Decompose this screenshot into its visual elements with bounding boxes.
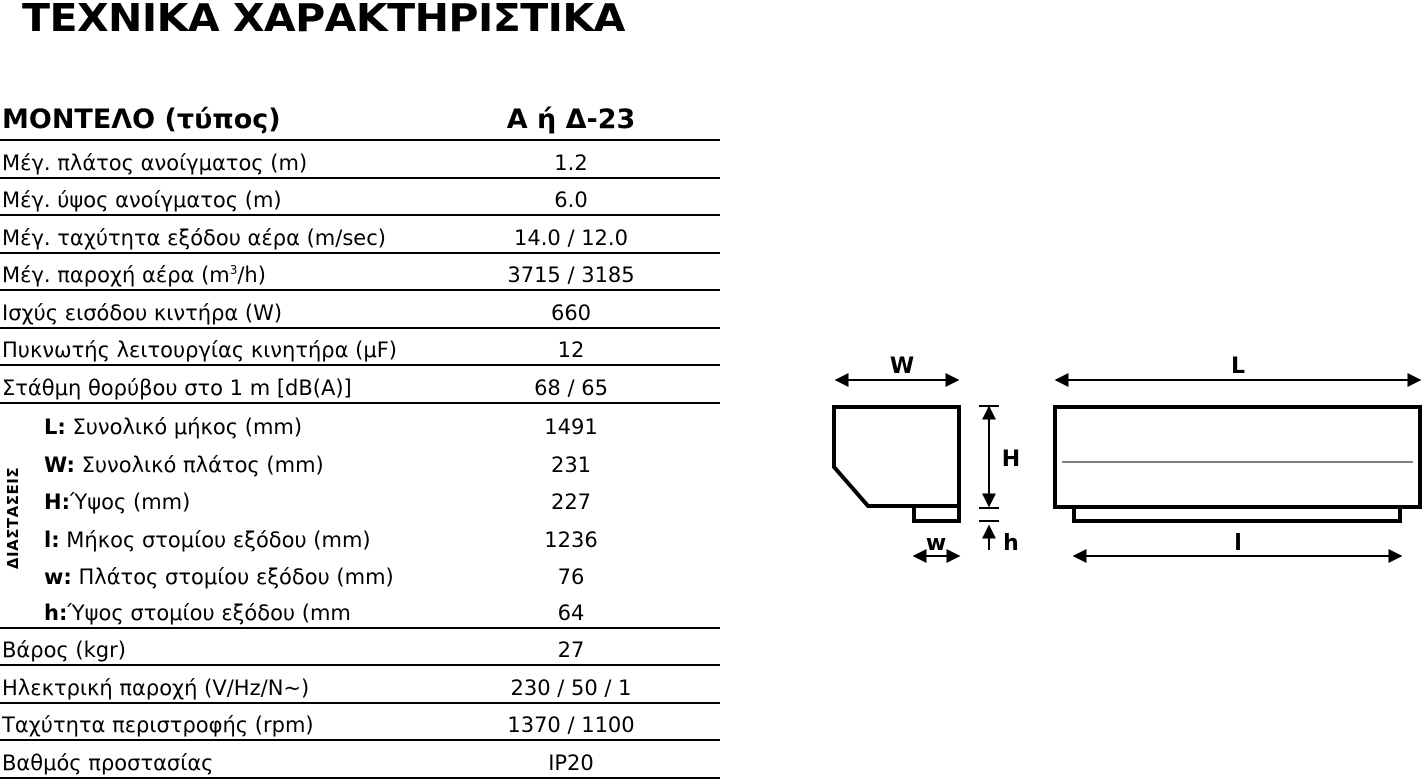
spec-value: IP20 [548,750,594,775]
table-row [0,179,720,217]
table-header-row [0,97,720,141]
page-title: ΤΕΧΝΙΚΑ ΧΑΡΑΚΤΗΡΙΣΤΙΚΑ [22,0,625,40]
length-label: L [1230,354,1246,379]
dimension-diagram [820,340,1423,580]
dimension-label [44,415,302,439]
spec-label: Μέγ. ταχύτητα εξόδου αέρα (m/sec) [2,225,386,250]
table-row [0,141,720,179]
dimension-row [0,441,720,479]
dimension-text: Συνολικό πλάτος (mm) [74,452,324,477]
table-row [0,329,720,367]
spec-label: Πυκνωτής λειτουργίας κινητήρα (μF) [2,338,397,362]
outlet-profile [914,506,959,521]
side-profile-outline [834,407,959,506]
spec-label: Ηλεκτρική παροχή (V/Hz/N~) [2,675,310,700]
dimension-row [0,554,720,592]
dimension-text: Ύψος στομίου εξόδου (mm [67,600,351,625]
dimension-value: 231 [550,452,592,477]
dimension-label [44,490,190,514]
dimension-key: h: [44,600,68,625]
spec-value: 6.0 [554,188,588,212]
dimension-key: W: [44,452,75,477]
spec-label [2,263,266,287]
dimension-row [0,479,720,517]
dimension-key: L: [44,415,66,439]
dimensions-side-text: ΔΙΑΣΤΑΣΕΙΣ [4,466,22,569]
dimension-value: 1236 [544,527,598,552]
spec-value: 12 [557,338,585,362]
spec-label: Ισχύς εισόδου κιντήρα (W) [2,300,283,325]
model-header-value: Α ή Δ-23 [506,104,636,135]
spec-label-text: Μέγ. παροχή αέρα (m [2,263,230,287]
spec-value: 1.2 [554,150,588,175]
dimension-value: 64 [557,600,585,625]
dimensions-side-label [2,405,24,630]
dimension-value: 76 [557,565,585,589]
dimension-row [0,516,720,554]
spec-label-text-end: /h) [237,263,266,287]
outlet-height-label: h [1003,531,1019,556]
dimension-row [0,404,720,442]
table-row [0,629,720,667]
dimension-text: Ύψος (mm) [69,490,191,514]
spec-label: Βάρος (kgr) [2,638,126,662]
spec-label: Βαθμός προστασίας [2,750,214,775]
dimension-row [0,591,720,629]
table-row [0,741,720,779]
spec-value: 660 [550,300,592,325]
dimension-value: 1491 [544,415,598,439]
spec-value: 68 / 65 [534,375,608,400]
specifications-table [0,97,720,779]
spec-label: Μέγ. πλάτος ανοίγματος (m) [2,150,308,175]
spec-value: 14.0 / 12.0 [514,225,628,250]
dimension-key: l: [44,527,60,552]
table-row [0,291,720,329]
height-label: H [1001,447,1021,472]
spec-value: 230 / 50 / 1 [510,675,632,700]
dimension-value: 227 [550,490,592,514]
width-label: W [889,354,915,379]
dimension-label [44,528,371,552]
spec-label: Μέγ. ύψος ανοίγματος (m) [2,188,282,212]
dimension-label [44,601,351,625]
dimension-text: Συνολικό μήκος (mm) [65,415,303,439]
table-row [0,254,720,292]
spec-value: 1370 / 1100 [507,713,635,737]
front-view-body [1055,407,1420,507]
dimension-label [44,453,324,477]
model-header-label: ΜΟΝΤΕΛΟ (τύπος) [2,104,281,135]
dimension-label [44,565,394,589]
dimension-key: H: [44,490,70,514]
dimension-text: Πλάτος στομίου εξόδου (mm) [71,565,394,589]
front-view-outlet [1074,507,1400,521]
outlet-length-label: l [1234,531,1242,556]
table-row [0,216,720,254]
spec-value: 3715 / 3185 [507,263,635,287]
superscript: 3 [229,263,238,277]
spec-label: Στάθμη θορύβου στο 1 m [dB(A)] [2,375,352,400]
table-row [0,704,720,742]
spec-label: Ταχύτητα περιστροφής (rpm) [2,713,314,737]
spec-value: 27 [557,638,585,662]
table-row [0,366,720,404]
table-row [0,666,720,704]
outlet-width-label: w [925,531,947,556]
dimension-text: Μήκος στομίου εξόδου (mm) [59,527,371,552]
dimension-key: w: [44,565,72,589]
